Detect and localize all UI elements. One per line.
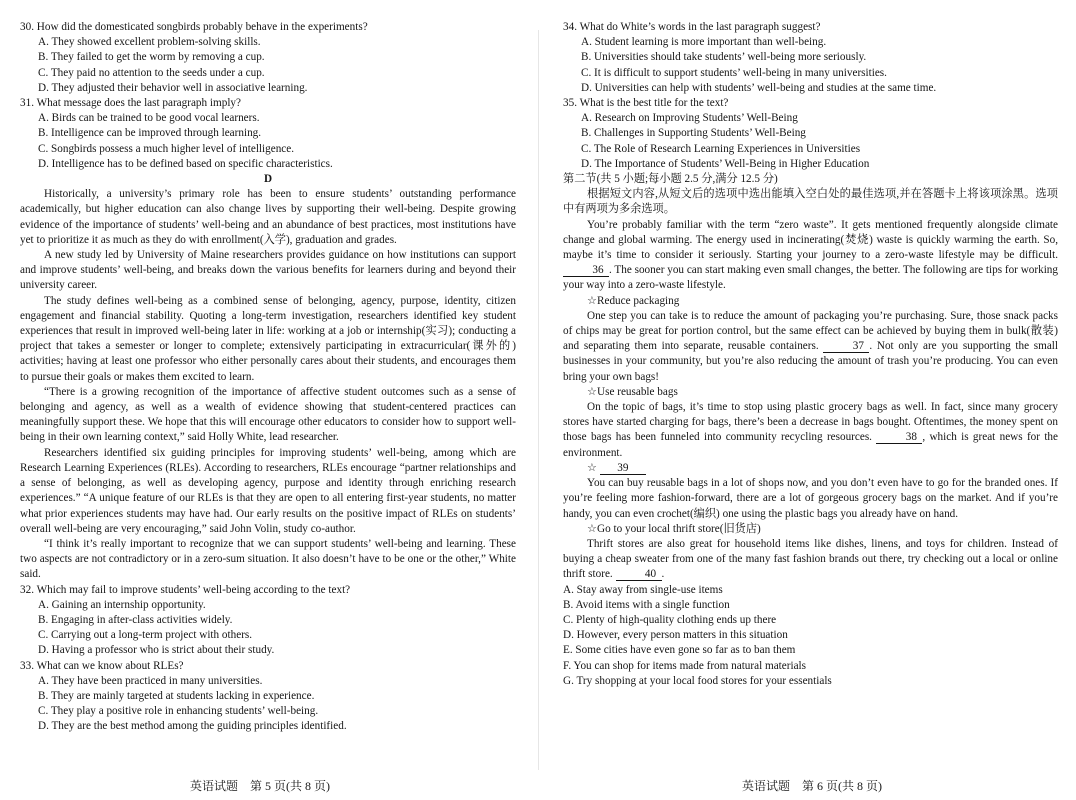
tip-reusable-bags: ☆Use reusable bags: [587, 385, 678, 398]
question-30-option-d: D. They adjusted their behavior well in associative learning.: [38, 81, 308, 94]
question-34-option-a: A. Student learning is more important than well-being.: [581, 36, 827, 49]
question-34-option-c: C. It is difficult to support students’ well-being in many universities.: [581, 66, 887, 79]
cloze-paragraph-5-after: .: [661, 568, 665, 581]
right-page: [563, 20, 1058, 689]
question-35-option-c: C. The Role of Research Learning Experiences in Universities: [581, 142, 861, 155]
question-33-option-d: D. They are the best method among the guiding principles identified.: [38, 720, 347, 733]
question-32-option-d: D. Having a professor who is strict about their study.: [38, 644, 275, 657]
question-30-option-a: A. They showed excellent problem-solving skills.: [38, 36, 261, 49]
blank-38: 38: [876, 431, 922, 444]
cloze-paragraph-1-after: . The sooner you can start making even small changes, the better. The following are tips for working your way into a zero-waste lifestyle.: [563, 264, 1058, 292]
passage-d-paragraph-3: The study defines well-being as a combined sense of belonging, agency, purpose, identity, citizen engagement and financial stability. Quoting a long-term investigation, researchers identified key student experiences that result in improved well-being later in life: working at a job or internship(实习); conducting a project that takes a semester or longer to complete; extensively participating in extracurricular(课外的) activities; having at least one professor who either personally cares about their students, and encourages them to pursue their goals or makes them excited to learn.: [20, 294, 516, 383]
question-32-stem: 32. Which may fail to improve students’ well-being according to the text?: [20, 583, 351, 596]
cloze-paragraph-3-after: , which is great news for the environment.: [563, 431, 1058, 459]
choice-d: D. However, every person matters in this situation: [563, 629, 788, 642]
section-2-instructions: 根据短文内容,从短文后的选项中选出能填入空白处的最佳选项,并在答题卡上将该项涂黑。选项中有两项为多余选项。: [563, 188, 1058, 216]
blank-36: 36: [563, 264, 609, 277]
question-34-stem: 34. What do White’s words in the last paragraph suggest?: [563, 21, 821, 33]
passage-d-heading: D: [263, 173, 273, 186]
blank-39: 39: [600, 462, 646, 475]
cloze-paragraph-4: You can buy reusable bags in a lot of shops now, and you don’t even have to go for the branded ones. If you’re feeling more fashion-forward, there are a lot of gorgeous grocery bags on the market. And if you’re handy, you can even crochet(编织) one using the plastic bags you already have on hand.: [563, 477, 1058, 520]
choice-f: F. You can shop for items made from natural materials: [563, 659, 807, 672]
question-32-option-b: B. Engaging in after-class activities widely.: [38, 613, 233, 626]
cloze-paragraph-5-before: Thrift stores are also great for household items like dishes, linens, and toys for children. Instead of buying a cheap sweater from one of the many fast fashion brands out there, try checking out a local or online thrift store.: [563, 537, 1058, 581]
cloze-paragraph-3: [563, 400, 1058, 461]
question-32-option-c: C. Carrying out a long-term project with others.: [38, 629, 253, 642]
choice-e: E. Some cities have even gone so far as to ban them: [563, 644, 796, 657]
page-divider: [538, 30, 539, 770]
cloze-paragraph-2-after: . Not only are you supporting the small businesses in your community, but you’re also reducing the amount of trash you’re producing. You can even bring your own bags!: [563, 340, 1059, 383]
question-31-option-b: B. Intelligence can be improved through learning.: [38, 127, 262, 140]
tip-thrift-store: ☆Go to your local thrift store(旧货店): [587, 522, 761, 535]
cloze-paragraph-2-before: One step you can take is to reduce the amount of packaging you’re purchasing. Sure, those snack packs of chips may be great for portion control, but the same effect can be achieved by buying them in bulk(散装) and separating them into separate, reusable containers.: [563, 309, 1058, 353]
section-2-heading: 第二节(共 5 小题;每小题 2.5 分,满分 12.5 分): [563, 173, 778, 186]
question-30-option-c: C. They paid no attention to the seeds under a cup.: [38, 66, 265, 79]
passage-d-paragraph-2: A new study led by University of Maine researchers provides guidance on how institutions can support and improve students’ well-being, and breaks down the various benefits for learners during and beyond their university career.: [20, 249, 516, 292]
choice-g: G. Try shopping at your local food stores for your essentials: [563, 674, 832, 687]
question-33-option-c: C. They play a positive role in enhancing students’ well-being.: [38, 705, 319, 718]
question-32-option-a: A. Gaining an internship opportunity.: [38, 598, 206, 611]
passage-d-paragraph-4: “There is a growing recognition of the importance of affective student outcomes such as a sense of belonging and agency, as well as a wealth of evidence showing that student-centered practices can meaningfully support these. We hope that this will encourage other educators to consider how to support well-being in their own learning context,” said Holly White, lead researcher.: [20, 385, 516, 444]
cloze-paragraph-2: [563, 309, 1058, 385]
left-page: [20, 20, 516, 735]
passage-d-paragraph-5: Researchers identified six guiding principles for improving students’ well-being, among which are Research Learning Experiences (RLEs). According to researchers, RLEs encourage “partner relationships and a sense of belonging, as well as developing agency, purpose and identity through enriching research experiences.” “A unique feature of our RLEs is that they are open to all entering first-year students, no matter what prior experiences students may have had. Our early results on the positive impact of RLEs on students’ overall well-being are very encouraging,” said John Volin, study co-author.: [20, 446, 516, 535]
question-30-option-b: B. They failed to get the worm by removing a cup.: [38, 51, 265, 64]
footer-page-5: 英语试题 第 5 页(共 8 页): [190, 779, 330, 793]
cloze-paragraph-5: [563, 537, 1058, 583]
question-35-option-d: D. The Importance of Students’ Well-Being in Higher Education: [581, 157, 870, 170]
question-34-option-b: B. Universities should take students’ well-being more seriously.: [581, 51, 867, 64]
blank-40: 40: [616, 568, 662, 581]
footer-page-6: 英语试题 第 6 页(共 8 页): [742, 779, 882, 793]
question-31-stem: 31. What message does the last paragraph imply?: [20, 97, 241, 110]
passage-d-paragraph-1: Historically, a university’s primary role has been to ensure students’ outstanding performance academically, but higher education can also change lives by supporting their well-being. Despite growing evidence of the importance of students’ well-being and an abundance of best practices, most institutions have yet to prioritize it as much as they do with enrollment(入学), graduation and grades.: [20, 188, 516, 246]
question-33-stem: 33. What can we know about RLEs?: [20, 659, 184, 672]
choice-c: C. Plenty of high-quality clothing ends up there: [563, 613, 777, 626]
question-33-option-a: A. They have been practiced in many universities.: [38, 674, 263, 687]
blank-37: 37: [823, 340, 869, 353]
question-31-option-c: C. Songbirds possess a much higher level of intelligence.: [38, 142, 295, 155]
tip-blank-39: [563, 461, 1058, 476]
question-35-option-a: A. Research on Improving Students’ Well-Being: [581, 112, 798, 125]
cloze-paragraph-1: [563, 218, 1058, 294]
cloze-paragraph-1-before: You’re probably familiar with the term “zero waste”. It gets mentioned frequently alongside climate change and global warming. The energy used in incinerating(焚烧) waste is quickly warming the earth. So, maybe it’s time to consider it seriously. Starting your journey to a zero-waste lifestyle may be difficult.: [563, 218, 1058, 262]
question-35-option-b: B. Challenges in Supporting Students’ Well-Being: [581, 127, 806, 140]
tip-reduce-packaging: ☆Reduce packaging: [587, 294, 680, 307]
question-34-option-d: D. Universities can help with students’ well-being and studies at the same time.: [581, 81, 937, 94]
passage-d-paragraph-6: “I think it’s really important to recognize that we can support students’ well-being and learning. These two aspects are not contradictory or in a zero-sum situation. It also doesn’t have to be one or the other,” White said.: [20, 537, 516, 581]
question-33-option-b: B. They are mainly targeted at students lacking in experience.: [38, 689, 315, 702]
question-35-stem: 35. What is the best title for the text?: [563, 97, 729, 110]
question-30-stem: 30. How did the domesticated songbirds probably behave in the experiments?: [20, 21, 368, 33]
choice-a: A. Stay away from single-use items: [563, 583, 723, 596]
star-icon: ☆: [587, 461, 598, 474]
cloze-paragraph-3-before: On the topic of bags, it’s time to stop using plastic grocery bags as well. In fact, since many grocery stores have started charging for bags, there’s been a decrease in bags bought. Oftentimes, the money spent on those bags has been funneled into community recycling resources.: [563, 401, 1058, 444]
question-31-option-d: D. Intelligence has to be defined based on specific characteristics.: [38, 157, 333, 170]
choice-b: B. Avoid items with a single function: [563, 598, 730, 611]
question-31-option-a: A. Birds can be trained to be good vocal learners.: [38, 112, 260, 125]
